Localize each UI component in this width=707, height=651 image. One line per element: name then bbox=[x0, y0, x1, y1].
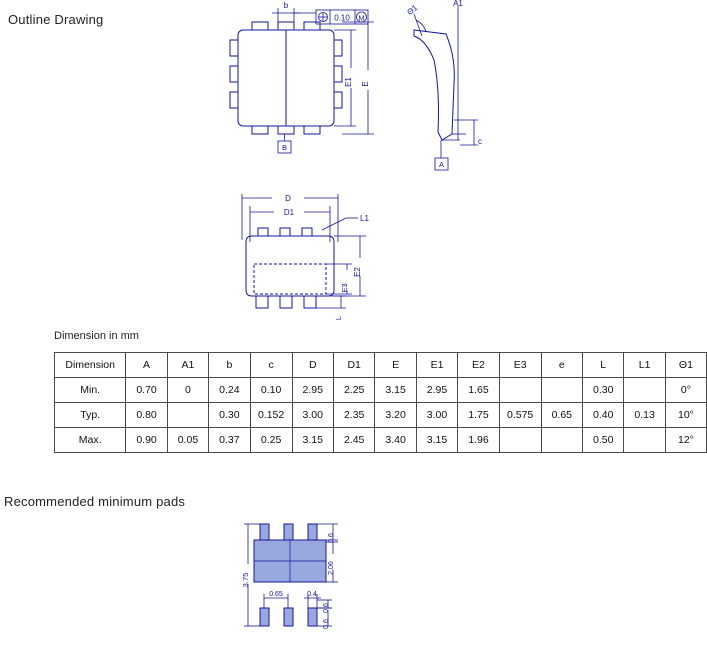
table-cell: 3.15 bbox=[375, 378, 416, 403]
datum-B-label: B bbox=[281, 143, 288, 152]
table-cell: 3.20 bbox=[375, 403, 416, 428]
dim-D1-label: D1 bbox=[283, 208, 295, 217]
table-header-cell: E3 bbox=[499, 353, 541, 378]
table-row bbox=[55, 428, 707, 453]
pads-dim-top-label: 0.6 bbox=[328, 533, 335, 543]
table-cell: 0.24 bbox=[209, 378, 250, 403]
table-cell: 0.80 bbox=[126, 403, 167, 428]
table-cell: 0.25 bbox=[250, 428, 292, 453]
table-row bbox=[55, 403, 707, 428]
table-cell: 0.10 bbox=[250, 378, 292, 403]
page-title-outline-drawing: Outline Drawing bbox=[8, 12, 104, 27]
pads-dim-inner-label: 2.06 bbox=[328, 561, 335, 575]
table-header-cell: L1 bbox=[624, 353, 665, 378]
table-header-cell: c bbox=[250, 353, 292, 378]
table-cell: 0.30 bbox=[583, 378, 624, 403]
table-header-cell: A bbox=[126, 353, 167, 378]
table-cell: 0.152 bbox=[250, 403, 292, 428]
table-row bbox=[55, 378, 707, 403]
gdt-tolerance-value: 0.10 bbox=[334, 13, 350, 23]
table-cell: 3.15 bbox=[292, 428, 333, 453]
table-cell bbox=[624, 378, 665, 403]
outline-bottom-view-drawing bbox=[210, 180, 500, 340]
table-cell: 0.90 bbox=[126, 428, 167, 453]
table-cell: 3.00 bbox=[416, 403, 457, 428]
table-cell bbox=[624, 428, 665, 453]
table-cell: 1.96 bbox=[458, 428, 499, 453]
table-header-cell: e bbox=[541, 353, 582, 378]
outline-top-view-drawing bbox=[210, 0, 500, 180]
table-cell: 3.15 bbox=[416, 428, 457, 453]
table-cell: 0.65 bbox=[541, 403, 582, 428]
dim-L1-label: L1 bbox=[360, 214, 369, 223]
pads-dim-bottom-label: 0.6 bbox=[323, 619, 330, 629]
table-cell: 0.05 bbox=[167, 428, 208, 453]
table-cell bbox=[541, 428, 582, 453]
table-header-cell: Θ1 bbox=[665, 353, 706, 378]
table-cell bbox=[499, 428, 541, 453]
table-cell: 0.30 bbox=[209, 403, 250, 428]
row-label: Min. bbox=[55, 378, 126, 403]
table-header-cell: D1 bbox=[333, 353, 374, 378]
dim-A-label: A bbox=[438, 160, 445, 169]
pads-dim-height-label: 3.75 bbox=[241, 572, 250, 588]
table-cell: 10° bbox=[665, 403, 706, 428]
recommended-pads-drawing bbox=[210, 512, 500, 648]
table-cell: 3.40 bbox=[375, 428, 416, 453]
dim-E2-label: E2 bbox=[353, 267, 362, 277]
row-label: Typ. bbox=[55, 403, 126, 428]
table-cell: 2.35 bbox=[333, 403, 374, 428]
table-header-cell: E2 bbox=[458, 353, 499, 378]
dim-c-label: c bbox=[478, 137, 482, 146]
table-cell: 0.575 bbox=[499, 403, 541, 428]
table-header-cell: A1 bbox=[167, 353, 208, 378]
dim-D-label: D bbox=[285, 194, 291, 203]
dim-L-label: L bbox=[334, 315, 343, 321]
dim-E3-label: E3 bbox=[340, 283, 349, 293]
table-header-cell: E bbox=[375, 353, 416, 378]
table-header-cell: Dimension bbox=[55, 353, 126, 378]
table-cell: 1.75 bbox=[458, 403, 499, 428]
table-cell: 12° bbox=[665, 428, 706, 453]
table-header-row bbox=[55, 353, 707, 378]
table-cell: 0.70 bbox=[126, 378, 167, 403]
gdt-datum-modifier: M bbox=[358, 13, 365, 23]
table-cell: 0.37 bbox=[209, 428, 250, 453]
table-cell: 0° bbox=[665, 378, 706, 403]
row-label: Max. bbox=[55, 428, 126, 453]
dimension-caption: Dimension in mm bbox=[54, 330, 139, 342]
dim-A1-label: A1 bbox=[453, 0, 463, 8]
table-cell: 2.95 bbox=[292, 378, 333, 403]
table-cell: 2.45 bbox=[333, 428, 374, 453]
page-title-recommended-pads: Recommended minimum pads bbox=[4, 494, 186, 509]
table-cell bbox=[499, 378, 541, 403]
table-header-cell: b bbox=[209, 353, 250, 378]
table-cell: 3.00 bbox=[292, 403, 333, 428]
table-header-cell: D bbox=[292, 353, 333, 378]
pads-dim-small-label: 0.6 bbox=[323, 603, 330, 613]
table-cell: 0.50 bbox=[583, 428, 624, 453]
dim-b-label: b bbox=[283, 1, 289, 10]
dim-theta1-label: Θ1 bbox=[405, 3, 420, 17]
table-cell: 2.95 bbox=[416, 378, 457, 403]
dim-E1-label: E1 bbox=[344, 77, 353, 87]
table-cell: 1.65 bbox=[458, 378, 499, 403]
table-cell: 0.40 bbox=[583, 403, 624, 428]
dim-E-label: E bbox=[361, 81, 370, 87]
table-cell: 0 bbox=[167, 378, 208, 403]
pads-dim-pitch-label: 0.65 bbox=[269, 591, 283, 598]
table-header-cell: L bbox=[583, 353, 624, 378]
table-cell bbox=[167, 403, 208, 428]
dimension-table bbox=[54, 352, 707, 453]
table-cell: 0.13 bbox=[624, 403, 665, 428]
table-header-cell: E1 bbox=[416, 353, 457, 378]
table-cell bbox=[541, 378, 582, 403]
table-cell: 2.25 bbox=[333, 378, 374, 403]
pads-dim-width-label: 0.4 bbox=[307, 591, 317, 598]
